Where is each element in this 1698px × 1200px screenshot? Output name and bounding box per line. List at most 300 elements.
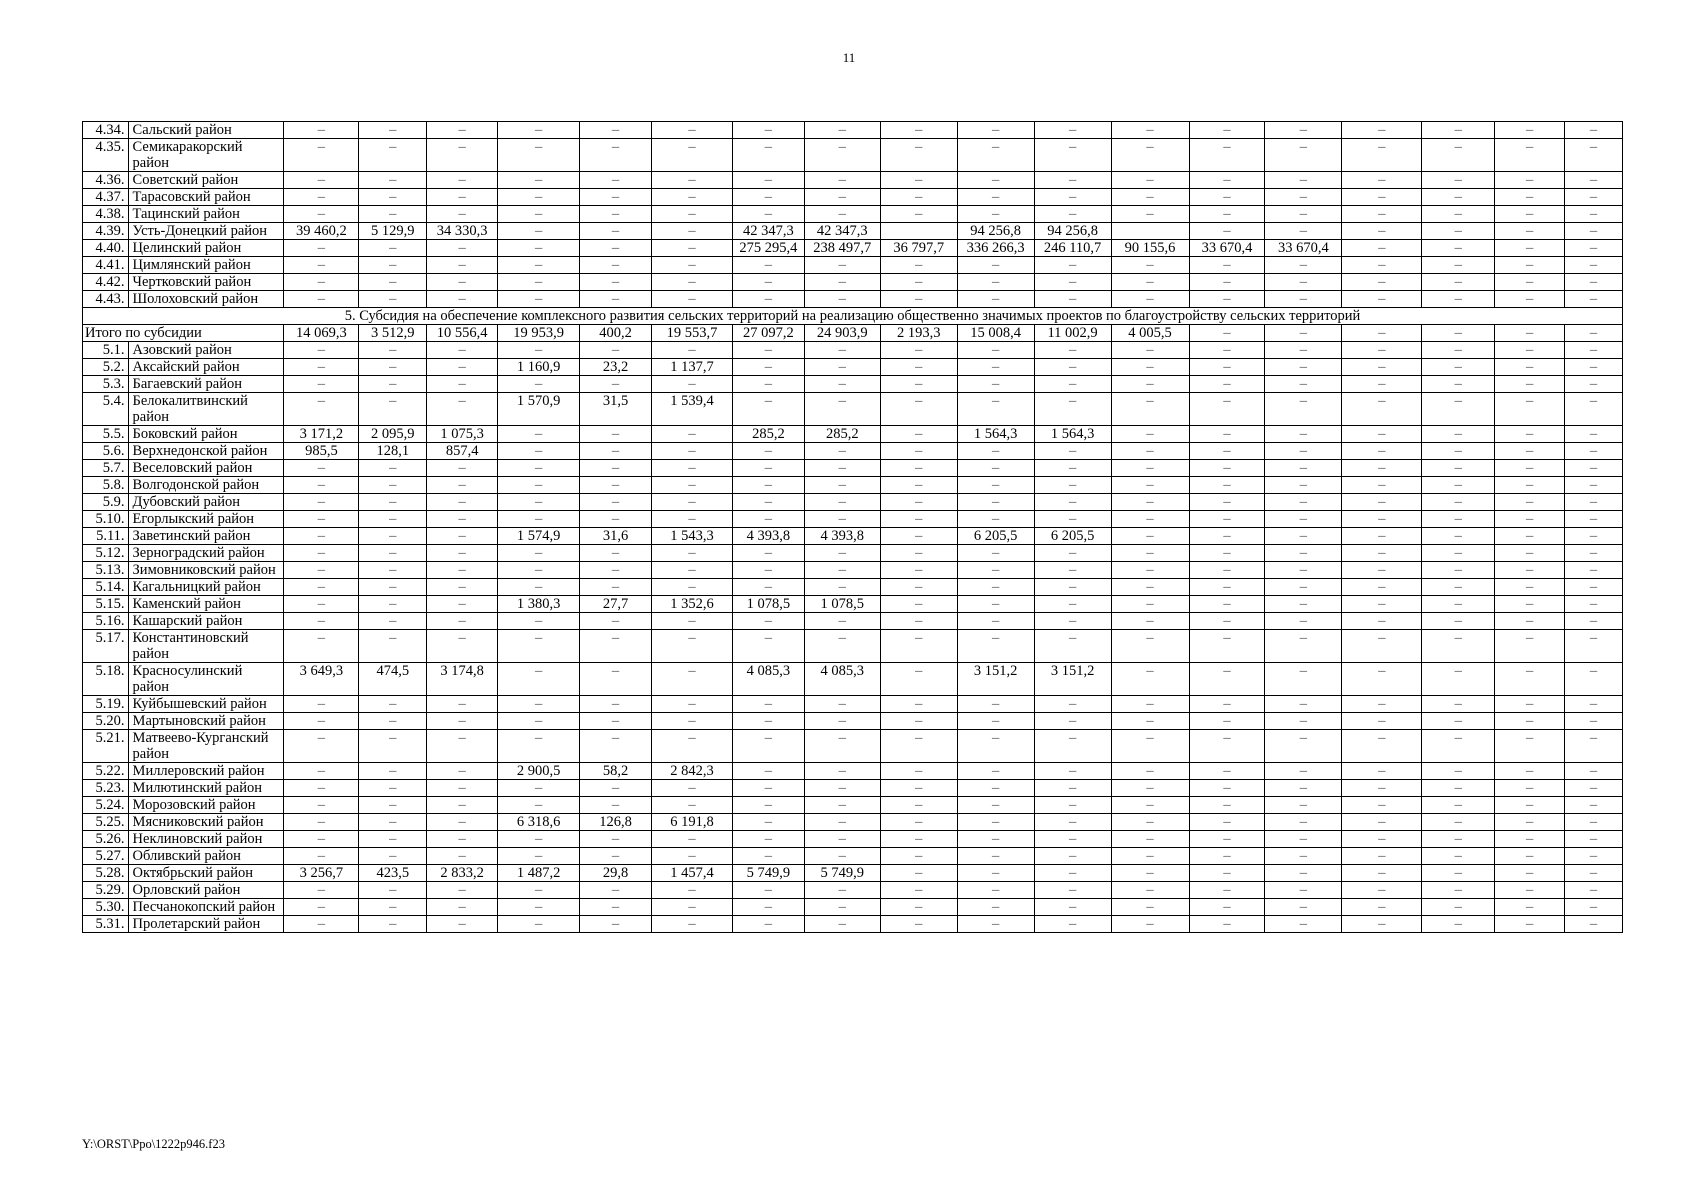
table-row: [83, 274, 1623, 291]
value-cell: –: [732, 460, 804, 477]
value-cell: –: [651, 342, 732, 359]
value-cell: –: [359, 494, 427, 511]
value-cell: –: [880, 562, 957, 579]
value-cell: –: [651, 630, 732, 663]
value-cell: –: [880, 172, 957, 189]
district-name: Милютинский район: [128, 780, 284, 797]
value-cell: –: [1189, 291, 1265, 308]
value-cell: –: [1495, 393, 1565, 426]
value-cell: –: [1342, 325, 1422, 342]
value-cell: –: [1565, 172, 1623, 189]
value-cell: –: [1111, 545, 1189, 562]
value-cell: –: [1495, 797, 1565, 814]
row-number: 5.10.: [83, 511, 129, 528]
value-cell: –: [880, 426, 957, 443]
value-cell: –: [498, 696, 580, 713]
value-cell: –: [880, 460, 957, 477]
value-cell: –: [1422, 848, 1495, 865]
value-cell: 39 460,2: [284, 223, 359, 240]
value-cell: –: [580, 172, 652, 189]
value-cell: –: [957, 713, 1034, 730]
value-cell: –: [284, 122, 359, 139]
value-cell: –: [651, 274, 732, 291]
value-cell: –: [1495, 139, 1565, 172]
value-cell: –: [1422, 663, 1495, 696]
value-cell: –: [651, 206, 732, 223]
value-cell: –: [1189, 494, 1265, 511]
value-cell: –: [1034, 257, 1111, 274]
value-cell: –: [1111, 696, 1189, 713]
value-cell: –: [580, 696, 652, 713]
value-cell: –: [1189, 257, 1265, 274]
value-cell: –: [1265, 763, 1342, 780]
value-cell: –: [580, 562, 652, 579]
value-cell: –: [1565, 713, 1623, 730]
district-name: Чертковский район: [128, 274, 284, 291]
value-cell: –: [1495, 780, 1565, 797]
value-cell: –: [284, 696, 359, 713]
value-cell: 27,7: [580, 596, 652, 613]
value-cell: –: [580, 630, 652, 663]
value-cell: –: [1422, 393, 1495, 426]
value-cell: –: [1495, 630, 1565, 663]
value-cell: –: [651, 780, 732, 797]
value-cell: –: [880, 122, 957, 139]
value-cell: –: [498, 376, 580, 393]
value-cell: 3 256,7: [284, 865, 359, 882]
value-cell: –: [498, 122, 580, 139]
value-cell: –: [1189, 899, 1265, 916]
value-cell: –: [1565, 613, 1623, 630]
value-cell: 2 900,5: [498, 763, 580, 780]
value-cell: –: [359, 240, 427, 257]
value-cell: –: [1111, 342, 1189, 359]
value-cell: –: [1495, 865, 1565, 882]
value-cell: –: [284, 376, 359, 393]
value-cell: –: [1265, 291, 1342, 308]
value-cell: –: [427, 206, 498, 223]
value-cell: –: [1342, 443, 1422, 460]
value-cell: –: [651, 663, 732, 696]
value-cell: –: [359, 477, 427, 494]
table-row: [83, 443, 1623, 460]
value-cell: –: [1034, 579, 1111, 596]
value-cell: –: [1342, 494, 1422, 511]
value-cell: –: [284, 359, 359, 376]
value-cell: –: [1495, 579, 1565, 596]
value-cell: –: [1111, 460, 1189, 477]
table-row: [83, 460, 1623, 477]
value-cell: –: [359, 189, 427, 206]
value-cell: –: [359, 579, 427, 596]
value-cell: –: [732, 494, 804, 511]
value-cell: –: [284, 797, 359, 814]
value-cell: –: [498, 426, 580, 443]
value-cell: –: [957, 206, 1034, 223]
value-cell: –: [359, 172, 427, 189]
value-cell: –: [1422, 359, 1495, 376]
value-cell: –: [498, 240, 580, 257]
value-cell: –: [1111, 780, 1189, 797]
value-cell: –: [651, 426, 732, 443]
value-cell: –: [284, 630, 359, 663]
value-cell: –: [498, 342, 580, 359]
district-name: Тарасовский район: [128, 189, 284, 206]
value-cell: –: [1265, 325, 1342, 342]
value-cell: –: [1265, 393, 1342, 426]
table-row: [83, 780, 1623, 797]
value-cell: –: [427, 831, 498, 848]
value-cell: –: [651, 916, 732, 933]
value-cell: –: [1495, 172, 1565, 189]
value-cell: –: [1422, 814, 1495, 831]
value-cell: –: [580, 460, 652, 477]
value-cell: –: [1495, 713, 1565, 730]
value-cell: –: [1342, 545, 1422, 562]
value-cell: –: [580, 730, 652, 763]
value-cell: –: [804, 579, 880, 596]
value-cell: –: [957, 494, 1034, 511]
value-cell: 42 347,3: [804, 223, 880, 240]
value-cell: 94 256,8: [957, 223, 1034, 240]
value-cell: –: [1265, 359, 1342, 376]
value-cell: –: [1565, 206, 1623, 223]
value-cell: 1 380,3: [498, 596, 580, 613]
value-cell: –: [580, 780, 652, 797]
value-cell: –: [427, 882, 498, 899]
value-cell: –: [1565, 630, 1623, 663]
value-cell: –: [1422, 172, 1495, 189]
value-cell: –: [1189, 443, 1265, 460]
value-cell: –: [804, 376, 880, 393]
value-cell: –: [498, 630, 580, 663]
value-cell: –: [804, 342, 880, 359]
value-cell: –: [1111, 426, 1189, 443]
row-number: 5.30.: [83, 899, 129, 916]
value-cell: –: [804, 460, 880, 477]
value-cell: –: [957, 189, 1034, 206]
value-cell: –: [427, 696, 498, 713]
value-cell: –: [1189, 613, 1265, 630]
value-cell: –: [1342, 613, 1422, 630]
value-cell: –: [1189, 780, 1265, 797]
district-name: Заветинский район: [128, 528, 284, 545]
value-cell: –: [1422, 562, 1495, 579]
value-cell: –: [880, 189, 957, 206]
section-header-row: [83, 308, 1623, 325]
value-cell: –: [1189, 223, 1265, 240]
value-cell: –: [498, 477, 580, 494]
value-cell: –: [1265, 579, 1342, 596]
table-row: [83, 848, 1623, 865]
value-cell: –: [1265, 865, 1342, 882]
value-cell: –: [427, 172, 498, 189]
value-cell: –: [1034, 460, 1111, 477]
value-cell: –: [957, 562, 1034, 579]
value-cell: –: [1189, 696, 1265, 713]
value-cell: –: [651, 848, 732, 865]
value-cell: –: [427, 630, 498, 663]
value-cell: –: [1565, 460, 1623, 477]
value-cell: –: [957, 797, 1034, 814]
value-cell: –: [1565, 763, 1623, 780]
district-name: Усть-Донецкий район: [128, 223, 284, 240]
value-cell: –: [957, 613, 1034, 630]
value-cell: 336 266,3: [957, 240, 1034, 257]
value-cell: –: [427, 477, 498, 494]
value-cell: –: [1265, 899, 1342, 916]
value-cell: –: [359, 763, 427, 780]
value-cell: –: [1111, 206, 1189, 223]
value-cell: –: [284, 460, 359, 477]
value-cell: –: [359, 882, 427, 899]
value-cell: –: [957, 477, 1034, 494]
row-number: 5.31.: [83, 916, 129, 933]
value-cell: –: [732, 172, 804, 189]
value-cell: –: [427, 122, 498, 139]
value-cell: –: [1265, 494, 1342, 511]
district-name: Матвеево-Курганский район: [128, 730, 284, 763]
value-cell: –: [804, 511, 880, 528]
value-cell: –: [284, 240, 359, 257]
value-cell: –: [1422, 696, 1495, 713]
value-cell: –: [284, 342, 359, 359]
table-row: [83, 797, 1623, 814]
value-cell: –: [284, 814, 359, 831]
value-cell: –: [1565, 223, 1623, 240]
value-cell: –: [957, 393, 1034, 426]
value-cell: –: [498, 189, 580, 206]
table-row: [83, 562, 1623, 579]
value-cell: 1 078,5: [732, 596, 804, 613]
value-cell: –: [580, 291, 652, 308]
value-cell: –: [651, 882, 732, 899]
value-cell: –: [651, 460, 732, 477]
value-cell: –: [1111, 663, 1189, 696]
value-cell: –: [427, 494, 498, 511]
value-cell: –: [427, 460, 498, 477]
value-cell: –: [498, 223, 580, 240]
value-cell: –: [957, 865, 1034, 882]
value-cell: –: [1422, 325, 1495, 342]
value-cell: –: [880, 814, 957, 831]
value-cell: –: [427, 713, 498, 730]
value-cell: –: [359, 730, 427, 763]
value-cell: –: [957, 579, 1034, 596]
value-cell: –: [284, 848, 359, 865]
value-cell: –: [427, 376, 498, 393]
value-cell: –: [957, 630, 1034, 663]
value-cell: –: [1565, 831, 1623, 848]
value-cell: –: [1265, 663, 1342, 696]
value-cell: –: [1495, 596, 1565, 613]
table-row: [83, 376, 1623, 393]
value-cell: –: [1189, 630, 1265, 663]
value-cell: –: [957, 730, 1034, 763]
value-cell: –: [498, 613, 580, 630]
value-cell: –: [880, 206, 957, 223]
value-cell: –: [957, 916, 1034, 933]
value-cell: –: [580, 663, 652, 696]
value-cell: –: [498, 139, 580, 172]
district-name: Обливский район: [128, 848, 284, 865]
value-cell: –: [880, 763, 957, 780]
value-cell: –: [880, 663, 957, 696]
value-cell: –: [1495, 443, 1565, 460]
value-cell: –: [1342, 172, 1422, 189]
value-cell: –: [732, 797, 804, 814]
row-number: 4.38.: [83, 206, 129, 223]
value-cell: –: [880, 899, 957, 916]
district-name: Егорлыкский район: [128, 511, 284, 528]
value-cell: –: [1111, 831, 1189, 848]
value-cell: –: [804, 477, 880, 494]
value-cell: –: [957, 696, 1034, 713]
row-number: 5.12.: [83, 545, 129, 562]
value-cell: –: [804, 797, 880, 814]
value-cell: 3 151,2: [957, 663, 1034, 696]
value-cell: 24 903,9: [804, 325, 880, 342]
value-cell: 985,5: [284, 443, 359, 460]
value-cell: –: [880, 443, 957, 460]
value-cell: –: [284, 393, 359, 426]
value-cell: –: [1565, 257, 1623, 274]
value-cell: –: [1495, 882, 1565, 899]
value-cell: –: [1565, 899, 1623, 916]
value-cell: –: [1422, 630, 1495, 663]
value-cell: 1 543,3: [651, 528, 732, 545]
value-cell: –: [732, 713, 804, 730]
value-cell: –: [498, 172, 580, 189]
district-name: Куйбышевский район: [128, 696, 284, 713]
value-cell: –: [1265, 814, 1342, 831]
value-cell: –: [284, 713, 359, 730]
table-row: [83, 713, 1623, 730]
value-cell: –: [1034, 730, 1111, 763]
value-cell: –: [580, 223, 652, 240]
value-cell: –: [804, 696, 880, 713]
district-name: Боковский район: [128, 426, 284, 443]
district-name: Кагальницкий район: [128, 579, 284, 596]
value-cell: –: [1265, 596, 1342, 613]
value-cell: –: [1111, 443, 1189, 460]
table-row: [83, 545, 1623, 562]
value-cell: –: [1422, 713, 1495, 730]
table-row: [83, 477, 1623, 494]
value-cell: –: [1495, 122, 1565, 139]
value-cell: 5 749,9: [804, 865, 880, 882]
value-cell: –: [1189, 916, 1265, 933]
value-cell: –: [732, 291, 804, 308]
value-cell: –: [880, 865, 957, 882]
table-row: [83, 663, 1623, 696]
value-cell: –: [1422, 139, 1495, 172]
value-cell: –: [1422, 206, 1495, 223]
value-cell: –: [1342, 274, 1422, 291]
row-number: 5.11.: [83, 528, 129, 545]
value-cell: –: [880, 696, 957, 713]
value-cell: –: [651, 376, 732, 393]
value-cell: –: [580, 579, 652, 596]
value-cell: –: [957, 899, 1034, 916]
value-cell: –: [880, 477, 957, 494]
value-cell: –: [427, 579, 498, 596]
value-cell: –: [804, 831, 880, 848]
value-cell: 58,2: [580, 763, 652, 780]
row-number: 5.23.: [83, 780, 129, 797]
table-row: [83, 579, 1623, 596]
value-cell: –: [1422, 342, 1495, 359]
value-cell: –: [1034, 443, 1111, 460]
value-cell: –: [732, 630, 804, 663]
value-cell: –: [957, 882, 1034, 899]
value-cell: 4 393,8: [804, 528, 880, 545]
row-number: 5.4.: [83, 393, 129, 426]
value-cell: –: [732, 206, 804, 223]
district-name: Багаевский район: [128, 376, 284, 393]
row-number: 5.26.: [83, 831, 129, 848]
value-cell: –: [1495, 477, 1565, 494]
value-cell: –: [427, 528, 498, 545]
value-cell: –: [427, 257, 498, 274]
value-cell: –: [498, 780, 580, 797]
row-number: 5.8.: [83, 477, 129, 494]
value-cell: –: [651, 797, 732, 814]
value-cell: –: [732, 443, 804, 460]
row-number: 4.42.: [83, 274, 129, 291]
value-cell: 1 564,3: [1034, 426, 1111, 443]
district-name: Зимовниковский район: [128, 562, 284, 579]
value-cell: –: [651, 696, 732, 713]
value-cell: 11 002,9: [1034, 325, 1111, 342]
value-cell: 15 008,4: [957, 325, 1034, 342]
value-cell: –: [732, 916, 804, 933]
value-cell: –: [804, 814, 880, 831]
district-name: Верхнедонской район: [128, 443, 284, 460]
row-number: 5.29.: [83, 882, 129, 899]
value-cell: 2 833,2: [427, 865, 498, 882]
value-cell: –: [1495, 426, 1565, 443]
value-cell: 246 110,7: [1034, 240, 1111, 257]
value-cell: –: [880, 257, 957, 274]
value-cell: –: [732, 882, 804, 899]
value-cell: –: [1495, 494, 1565, 511]
value-cell: –: [580, 257, 652, 274]
table-row: [83, 763, 1623, 780]
table-row: [83, 916, 1623, 933]
district-name: Октябрьский район: [128, 865, 284, 882]
value-cell: –: [580, 494, 652, 511]
value-cell: –: [1342, 206, 1422, 223]
value-cell: –: [284, 189, 359, 206]
value-cell: –: [580, 797, 652, 814]
value-cell: –: [427, 189, 498, 206]
value-cell: –: [804, 916, 880, 933]
row-number: 5.18.: [83, 663, 129, 696]
value-cell: –: [1495, 257, 1565, 274]
value-cell: –: [1189, 528, 1265, 545]
value-cell: –: [1342, 899, 1422, 916]
value-cell: –: [1189, 376, 1265, 393]
value-cell: –: [498, 797, 580, 814]
value-cell: –: [1565, 730, 1623, 763]
district-name: Веселовский район: [128, 460, 284, 477]
table-row: [83, 139, 1623, 172]
value-cell: 1 078,5: [804, 596, 880, 613]
value-cell: –: [1422, 189, 1495, 206]
value-cell: –: [1342, 189, 1422, 206]
value-cell: –: [1342, 122, 1422, 139]
